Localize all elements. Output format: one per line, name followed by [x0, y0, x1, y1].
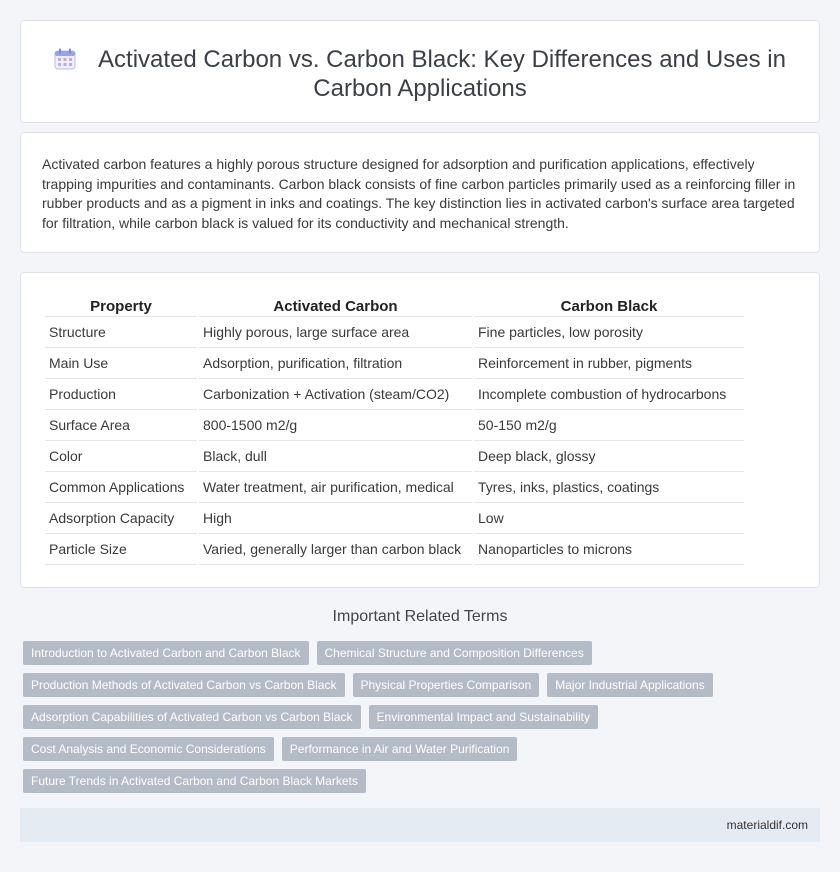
table-cell: Main Use: [45, 348, 197, 379]
table-cell: Structure: [45, 317, 197, 348]
table-cell: Adsorption, purification, filtration: [199, 348, 472, 379]
comparison-table: [43, 297, 746, 565]
related-terms-list: [23, 641, 823, 801]
column-header: Activated Carbon: [199, 297, 472, 317]
tag-row: [23, 641, 823, 665]
related-terms-heading: Important Related Terms: [332, 608, 508, 625]
intro-paragraph: Activated carbon features a highly porous structure designed for adsorption and purification applications, effectively trapping impurities and contaminants. Carbon black consists of fine carbon particles primarily used as a reinforcing filler in rubber products and as a pigment in inks and coatings. The key distinction lies in activated carbon's surface area targeted for filtration, while carbon black is valued for its conductivity and mechanical strength.: [42, 156, 796, 231]
table-cell: Common Applications: [45, 472, 197, 503]
tag-row: [23, 737, 823, 761]
related-term-tag[interactable]: Production Methods of Activated Carbon vs Carbon Black: [23, 673, 345, 697]
tag-row: [23, 769, 823, 793]
table-row: [45, 441, 744, 472]
table-cell: Color: [45, 441, 197, 472]
table-cell: 50-150 m2/g: [474, 410, 744, 441]
footer: [20, 808, 820, 842]
table-cell: Fine particles, low porosity: [474, 317, 744, 348]
table-cell: High: [199, 503, 472, 534]
table-cell: Highly porous, large surface area: [199, 317, 472, 348]
table-cell: Adsorption Capacity: [45, 503, 197, 534]
comparison-card: [20, 272, 820, 588]
related-term-tag[interactable]: Performance in Air and Water Purification: [282, 737, 518, 761]
table-row: [45, 348, 744, 379]
table-header-row: [45, 297, 744, 317]
table-cell: Varied, generally larger than carbon black: [199, 534, 472, 565]
table-cell: Carbonization + Activation (steam/CO2): [199, 379, 472, 410]
table-cell: Production: [45, 379, 197, 410]
table-cell: Water treatment, air purification, medical: [199, 472, 472, 503]
related-term-tag[interactable]: Future Trends in Activated Carbon and Carbon Black Markets: [23, 769, 366, 793]
table-cell: Nanoparticles to microns: [474, 534, 744, 565]
table-cell: Deep black, glossy: [474, 441, 744, 472]
related-term-tag[interactable]: Chemical Structure and Composition Differences: [317, 641, 592, 665]
table-cell: Reinforcement in rubber, pigments: [474, 348, 744, 379]
tag-row: [23, 673, 823, 697]
related-term-tag[interactable]: Physical Properties Comparison: [353, 673, 540, 697]
title-card: [20, 20, 820, 123]
page-title-text: Activated Carbon vs. Carbon Black: Key Differences and Uses in Carbon Applications: [98, 46, 786, 102]
table-cell: Particle Size: [45, 534, 197, 565]
table-row: [45, 503, 744, 534]
table-cell: Tyres, inks, plastics, coatings: [474, 472, 744, 503]
table-cell: Low: [474, 503, 744, 534]
intro-card: [20, 132, 820, 253]
table-row: [45, 534, 744, 565]
footer-site-link[interactable]: materialdif.com: [726, 818, 808, 832]
related-term-tag[interactable]: Cost Analysis and Economic Considerations: [23, 737, 274, 761]
calendar-grid-icon: [54, 48, 76, 70]
related-term-tag[interactable]: Environmental Impact and Sustainability: [369, 705, 598, 729]
table-cell: Incomplete combustion of hydrocarbons: [474, 379, 744, 410]
table-row: [45, 472, 744, 503]
table-row: [45, 317, 744, 348]
page-title: [21, 45, 819, 103]
table-cell: 800-1500 m2/g: [199, 410, 472, 441]
table-cell: Surface Area: [45, 410, 197, 441]
related-term-tag[interactable]: Adsorption Capabilities of Activated Carbon vs Carbon Black: [23, 705, 361, 729]
table-cell: Black, dull: [199, 441, 472, 472]
table-row: [45, 379, 744, 410]
table-row: [45, 410, 744, 441]
column-header: Carbon Black: [474, 297, 744, 317]
column-header: Property: [45, 297, 197, 317]
tag-row: [23, 705, 823, 729]
related-term-tag[interactable]: Major Industrial Applications: [547, 673, 712, 697]
related-term-tag[interactable]: Introduction to Activated Carbon and Carbon Black: [23, 641, 309, 665]
